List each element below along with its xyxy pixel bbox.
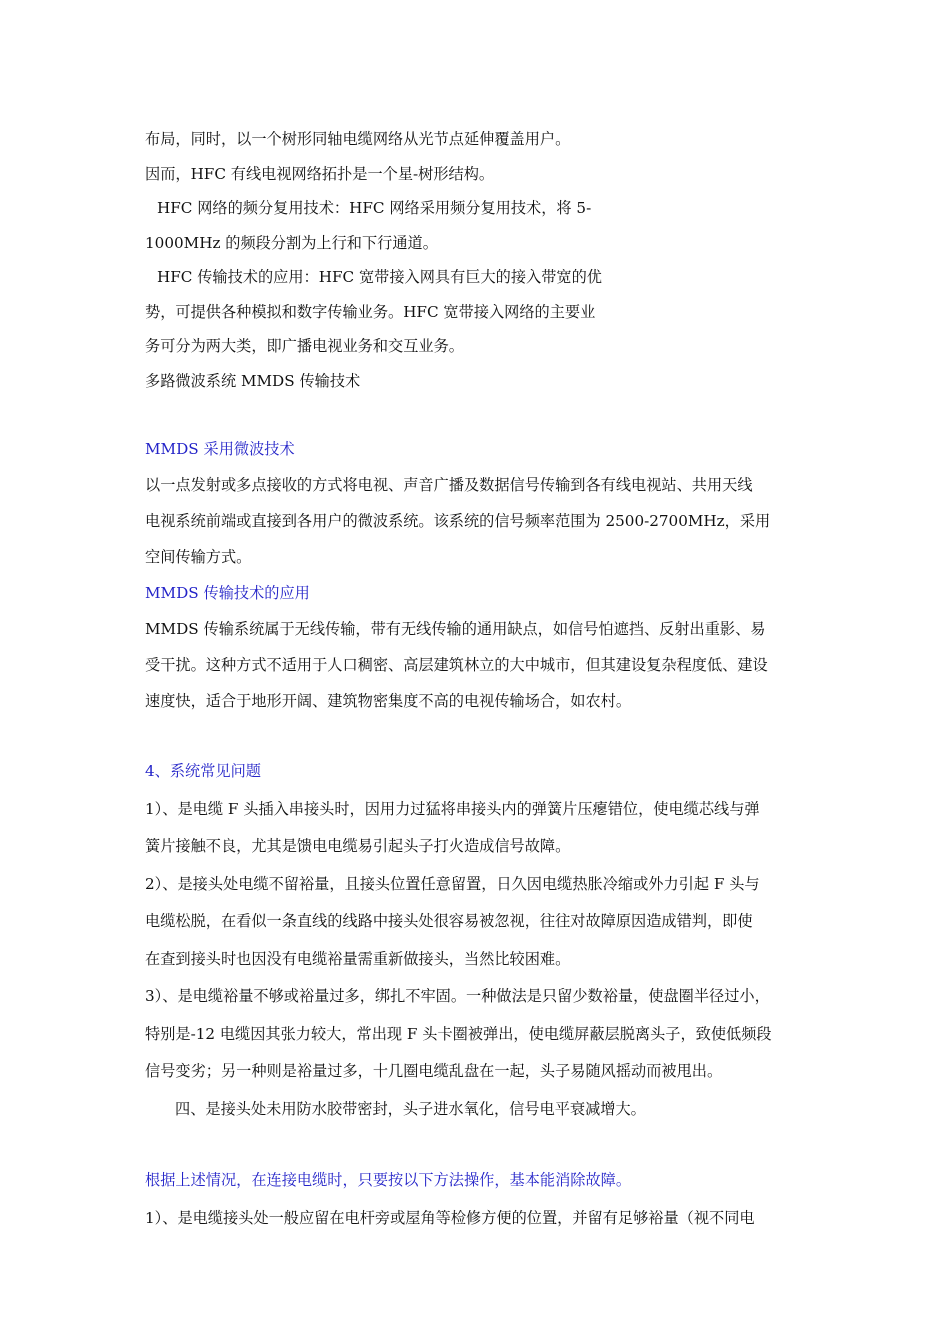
common-problems-section [145, 753, 810, 1128]
mmds-section [145, 431, 810, 719]
paragraph-line: 信号变劣；另一种则是裕量过多，十几圈电缆乱盘在一起，头子易随风摇动而被甩出。 [145, 1062, 723, 1080]
section-heading: 根据上述情况，在连接电缆时，只要按以下方法操作，基本能消除故障。 [145, 1171, 631, 1189]
spacer [145, 1128, 810, 1162]
paragraph-line: 以一点发射或多点接收的方式将电视、声音广播及数据信号传输到各有线电视站、共用天线 [145, 476, 753, 494]
paragraph-line: 1000MHz 的频段分割为上行和下行通道。 [145, 233, 438, 252]
paragraph-line: 簧片接触不良，尤其是馈电电缆易引起头子打火造成信号故障。 [145, 837, 571, 855]
spacer [145, 719, 810, 753]
paragraph-line: 电缆松脱，在看似一条直线的线路中接头处很容易被忽视，往往对故障原因造成错判，即使 [145, 912, 753, 930]
paragraph-line: 四、是接头处未用防水胶带密封，头子进水氧化，信号电平衰减增大。 [175, 1099, 646, 1118]
paragraph-line: 速度快，适合于地形开阔、建筑物密集度不高的电视传输场合，如农村。 [145, 692, 631, 710]
paragraph-line: HFC 网络的频分复用技术：HFC 网络采用频分复用技术，将 5- [157, 199, 592, 217]
paragraph-line: 势，可提供各种模拟和数字传输业务。HFC 宽带接入网络的主要业 [145, 302, 596, 321]
paragraph-line: 1）、是电缆 F 头插入串接头时，因用力过猛将串接头内的弹簧片压瘪错位，使电缆芯线与弹 [145, 799, 760, 818]
paragraph-line: 2）、是接头处电缆不留裕量，且接头位置任意留置，日久因电缆热胀冷缩或外力引起 F 头与 [145, 874, 760, 893]
paragraph-line: 在查到接头时也因没有电缆裕量需重新做接头，当然比较困难。 [145, 949, 571, 968]
paragraph-line: 电视系统前端或直接到各用户的微波系统。该系统的信号频率范围为 2500-2700MHz，采用 [145, 512, 771, 530]
paragraph-line: 特别是-12 电缆因其张力较大，常出现 F 头卡圈被弹出，使电缆屏蔽层脱离头子，致使低频段 [145, 1024, 772, 1043]
solution-section [145, 1162, 810, 1237]
paragraph-line: 布局，同时，以一个树形同轴电缆网络从光节点延伸覆盖用户。 [145, 130, 571, 148]
section-heading: MMDS 传输技术的应用 [145, 584, 310, 602]
section-title: 多路微波系统 MMDS 传输技术 [145, 371, 361, 390]
paragraph-line: HFC 传输技术的应用：HFC 宽带接入网具有巨大的接入带宽的优 [157, 268, 602, 286]
paragraph-line: MMDS 传输系统属于无线传输，带有无线传输的通用缺点，如信号怕遮挡、反射出重影、易 [145, 620, 766, 638]
spacer [145, 398, 810, 431]
section-heading: MMDS 采用微波技术 [145, 440, 295, 458]
paragraph-line: 空间传输方式。 [145, 548, 252, 566]
paragraph-line: 1）、是电缆接头处一般应留在电杆旁或屋角等检修方便的位置，并留有足够裕量（视不同电 [145, 1208, 755, 1227]
paragraph-line: 受干扰。这种方式不适用于人口稠密、高层建筑林立的大中城市，但其建设复杂程度低、建设 [145, 656, 768, 674]
section-heading: 4、系统常见问题 [145, 762, 261, 780]
paragraph-line: 3）、是电缆裕量不够或裕量过多，绑扎不牢固。一种做法是只留少数裕量，使盘圈半径过小， [145, 987, 770, 1005]
paragraph-line: 务可分为两大类，即广播电视业务和交互业务。 [145, 337, 464, 355]
document-body [145, 122, 810, 1237]
hfc-section [145, 122, 810, 398]
paragraph-line: 因而，HFC 有线电视网络拓扑是一个星-树形结构。 [145, 164, 495, 183]
